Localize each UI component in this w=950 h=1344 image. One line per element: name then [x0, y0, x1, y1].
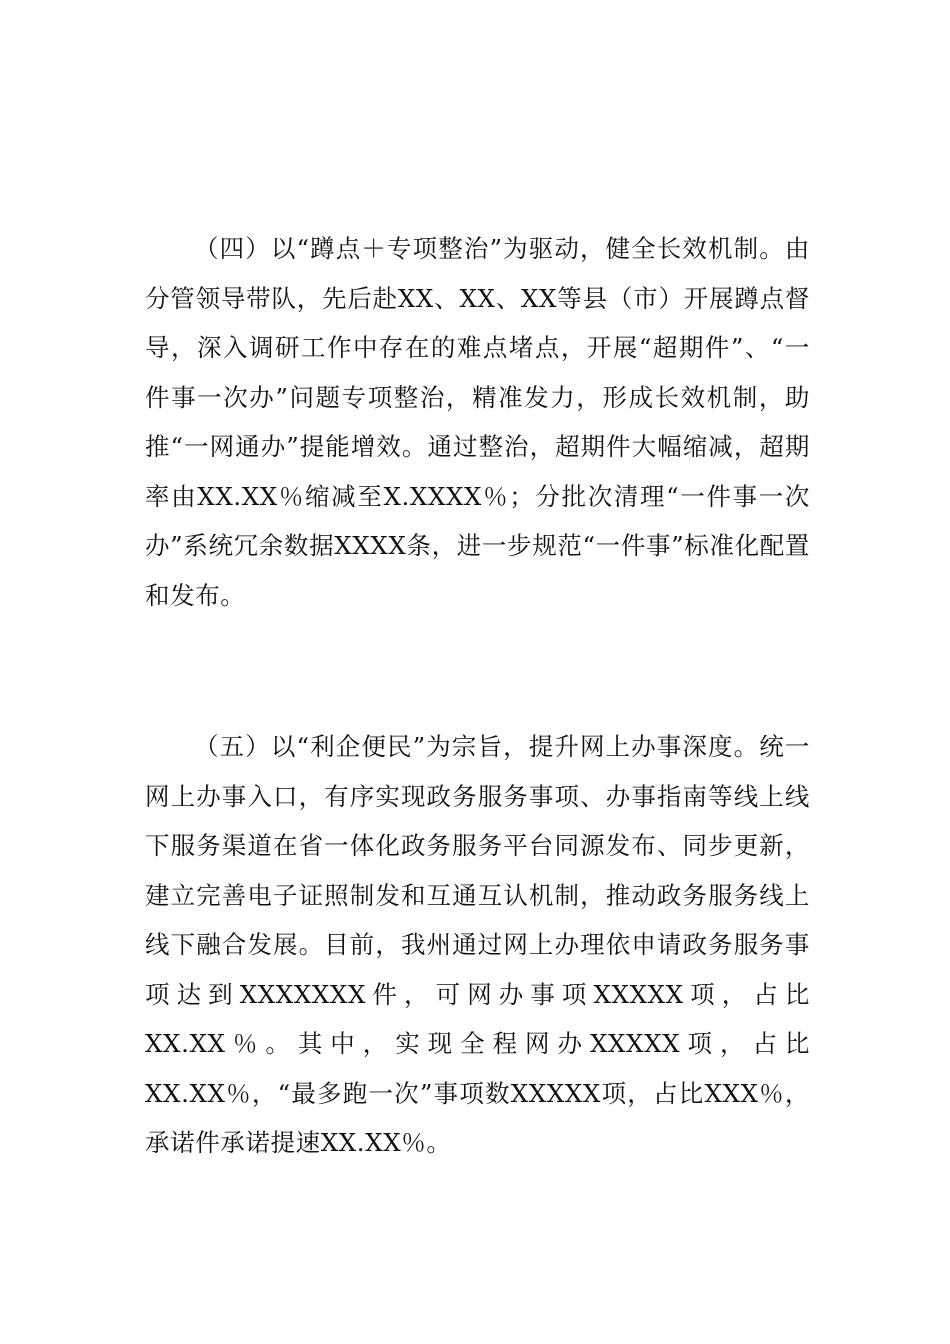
paragraph-section-four: （四）以“蹲点＋专项整治”为驱动，健全长效机制。由分管领导带队，先后赴XX、XX、XX等县（市）开展蹲点督导，深入调研工作中存在的难点堵点，开展“超期件”、“一件事一次办”问题专项整治，精准发力，形成长效机制，助推“一网通办”提能增效。通过整治，超期件大幅缩减，超期率由XX.XX％缩减至X.XXXX％；分批次清理“一件事一次办”系统冗余数据XXXX条，进一步规范“一件事”标准化配置和发布。	[145, 234, 810, 610]
paragraph-section-five: （五）以“利企便民”为宗旨，提升网上办事深度。统一网上办事入口，有序实现政务服务事项、办事指南等线上线下服务渠道在省一体化政务服务平台同源发布、同步更新，建立完善电子证照制发和互通互认机制，推动政务服务线上线下融合发展。目前，我州通过网上办理依申请政务服务事项达到XXXXXXX件，可网办事项XXXXX项，占比XX.XX％。其中，实现全程网办XXXXX项，占比XX.XX％，“最多跑一次”事项数XXXXX项，占比XXX％，承诺件承诺提速XX.XX％。	[145, 732, 810, 1157]
